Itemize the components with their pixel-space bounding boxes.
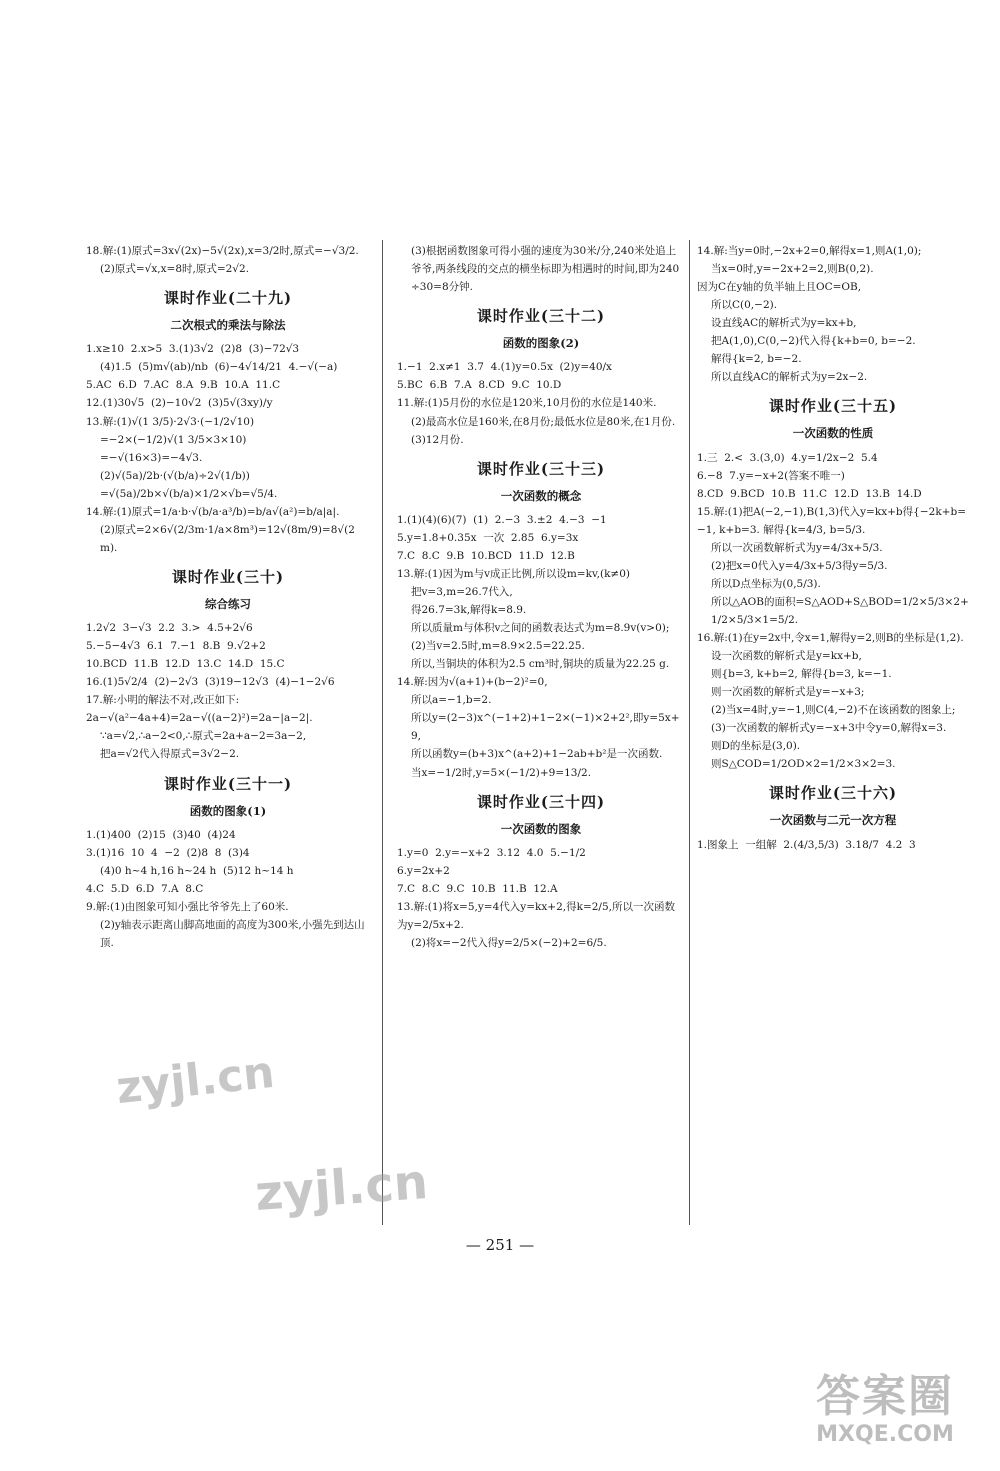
answer-line: 11.解:(1)5月份的水位是120米,10月份的水位是140米.: [397, 397, 657, 410]
answer-line: 5.y=1.8+0.35x 一次 2.85 6.y=3x: [397, 531, 579, 544]
col1-section3-answers: [86, 826, 370, 952]
answer-line: 则S△COD=1/2OD×2=1/2×3×2=3.: [711, 758, 896, 771]
answer-line: 12.(1)30√5 (2)−10√2 (3)5√(3xy)/y: [86, 397, 273, 410]
answer-line: 所以直线AC的解析式为y=2x−2.: [711, 371, 868, 384]
column-3: [697, 242, 969, 854]
answer-line: (4)1.5 (5)m√(ab)/nb (6)−4√14/21 4.−√(−a): [100, 361, 338, 374]
column-divider-right: [689, 240, 690, 1225]
answer-line: 9.解:(1)由图象可知小强比爷爷先上了60米.: [86, 900, 289, 913]
answer-line: 5.−5−4√3 6.1 7.−1 8.B 9.√2+2: [86, 640, 266, 653]
answer-line: (3)根据函数图象可得小强的速度为30米/分,240米处追上爷爷,两条线段的交点的横坐标即为相遇时的时间,即为240÷30=8分钟.: [411, 245, 680, 294]
answer-line: ∵a=√2,∴a−2<0,∴原式=2a+a−2=3a−2,: [100, 730, 307, 743]
answer-line: 所以y=(2−3)x^(−1+2)+1−2×(−1)×2+2²,即y=5x+9,: [411, 712, 680, 743]
answer-line: 1.三 2.< 3.(3,0) 4.y=1/2x−2 5.4: [697, 451, 878, 464]
answer-line: 所以△AOB的面积=S△AOD+S△BOD=1/2×5/3×2+1/2×5/3×1=5/2.: [711, 596, 969, 627]
col2-section1-answers: [397, 358, 685, 448]
answer-line: 10.BCD 11.B 12.D 13.C 14.D 15.C: [86, 658, 285, 671]
col1-section1-answers: [86, 340, 370, 557]
section-title: 课时作业(二十九): [163, 289, 293, 308]
answer-line: 设一次函数的解析式是y=kx+b,: [711, 650, 862, 663]
col3-section1-answers: [697, 449, 969, 774]
answer-line: 5.AC 6.D 7.AC 8.A 9.B 10.A 11.C: [86, 379, 281, 392]
column-2: [397, 242, 685, 952]
answer-line: 1.图象上 一组解 2.(4/3,5/3) 3.18/7 4.2 3: [697, 838, 916, 851]
answer-line: 所以一次函数解析式为y=4/3x+5/3.: [711, 541, 883, 554]
col3-section2-answers: [697, 836, 969, 854]
answer-line: 所以质量m与体积v之间的函数表达式为m=8.9v(v>0);: [411, 622, 670, 635]
answer-line: (3)一次函数的解析式y=−x+3中令y=0,解得x=3.: [711, 722, 947, 735]
answer-line: (2)原式=√x,x=8时,原式=2√2.: [100, 263, 250, 276]
answer-line: 13.解:(1)√(1 3/5)·2√3·(−1/2√10): [86, 415, 255, 428]
section-subtitle: 函数的图象(1): [189, 803, 267, 818]
answer-line: 2a−√(a²−4a+4)=2a−√((a−2)²)=2a−|a−2|.: [86, 712, 313, 725]
answer-line: 14.解:因为√(a+1)+(b−2)²=0,: [397, 676, 548, 689]
section-subtitle: 一次函数的性质: [792, 426, 874, 441]
section-title: 课时作业(三十二): [476, 307, 606, 326]
section-subtitle: 函数的图象(2): [502, 336, 580, 351]
answer-line: (2)最高水位是160米,在8月份;最低水位是80米,在1月份.: [411, 415, 676, 428]
answer-line: 5.BC 6.B 7.A 8.CD 9.C 10.D: [397, 379, 562, 392]
answer-line: 1.−1 2.x≠1 3.7 4.(1)y=0.5x (2)y=40/x: [397, 361, 612, 374]
section-subtitle: 一次函数与二元一次方程: [769, 813, 897, 828]
answer-line: 4.C 5.D 6.D 7.A 8.C: [86, 882, 204, 895]
answer-line: 16.解:(1)在y=2x中,令x=1,解得y=2,则B的坐标是(1,2).: [697, 632, 964, 645]
section-title: 课时作业(三十一): [163, 774, 293, 793]
answer-line: 16.(1)5√2/4 (2)−2√3 (3)19−12√3 (4)−1−2√6: [86, 676, 335, 689]
answer-line: 13.解:(1)因为m与v成正比例,所以设m=kv,(k≠0): [397, 568, 631, 581]
answer-line: 所以函数y=(b+3)x^(a+2)+1−2ab+b²是一次函数.: [411, 748, 663, 761]
answer-line: 13.解:(1)将x=5,y=4代入y=kx+2,得k=2/5,所以一次函数为y=2/5x+2.: [397, 900, 675, 932]
answer-line: 把a=√2代入得原式=3√2−2.: [100, 748, 240, 761]
answer-line: 解得{k=2, b=−2.: [711, 353, 802, 366]
answer-line: 15.解:(1)把A(−2,−1),B(1,3)代入y=kx+b得{−2k+b=−1, k+b=3. 解得{k=4/3, b=5/3.: [697, 505, 966, 536]
answer-line: (2)把x=0代入y=4/3x+5/3得y=5/3.: [711, 559, 888, 572]
answer-line: 得26.7=3k,解得k=8.9.: [411, 604, 527, 617]
section-subtitle: 一次函数的概念: [500, 488, 582, 503]
answer-line: 设直线AC的解析式为y=kx+b,: [711, 317, 857, 330]
answer-line: 8.CD 9.BCD 10.B 11.C 12.D 13.B 14.D: [697, 487, 922, 500]
col2-pre: [397, 242, 685, 296]
answer-line: 当x=0时,y=−2x+2=2,则B(0,2).: [711, 263, 874, 276]
column-divider-left: [382, 240, 383, 1225]
answer-line: 1.(1)400 (2)15 (3)40 (4)24: [86, 828, 236, 841]
answer-line: (3)12月份.: [411, 433, 464, 446]
answer-line: 把v=3,m=26.7代入,: [411, 586, 513, 599]
answer-line: 18.解:(1)原式=3x√(2x)−5√(2x),x=3/2时,原式=−√3/2.: [86, 245, 359, 257]
col1-pre: [86, 242, 370, 278]
section-title: 课时作业(三十五): [768, 397, 898, 416]
answer-line: 17.解:小明的解法不对,改正如下:: [86, 694, 240, 707]
answer-line: 3.(1)16 10 4 −2 (2)8 8 (3)4: [86, 846, 250, 859]
answer-line: 6.−8 7.y=−x+2(答案不唯一): [697, 469, 845, 482]
answer-line: (4)0 h~4 h,16 h~24 h (5)12 h~14 h: [100, 864, 294, 877]
answer-line: 把A(1,0),C(0,−2)代入得{k+b=0, b=−2.: [711, 335, 916, 348]
answer-line: 则D的坐标是(3,0).: [711, 740, 801, 753]
answer-line: 所以,当铜块的体积为2.5 cm³时,铜块的质量为22.25 g.: [411, 658, 670, 671]
answer-line: (2)y轴表示距离山脚高地面的高度为300米,小强先到达山顶.: [100, 919, 365, 950]
section-title: 课时作业(三十四): [476, 792, 606, 811]
answer-line: (2)√(5a)/2b·(√(b/a)÷2√(1/b)): [100, 469, 250, 482]
answer-line: (2)当x=4时,y=−1,则C(4,−2)不在该函数的图象上;: [711, 704, 956, 717]
logo-text: 答案圈: [816, 1371, 954, 1422]
answer-line: 因为C在y轴的负半轴上且OC=OB,: [697, 281, 862, 294]
answer-line: 所以C(0,−2).: [711, 299, 778, 312]
answer-line: =−2×(−1/2)√(1 3/5×3×10): [100, 433, 247, 446]
answer-line: 1.(1)(4)(6)(7) (1) 2.−3 3.±2 4.−3 −1: [397, 513, 607, 526]
answer-line: (2)当v=2.5时,m=8.9×2.5=22.25.: [411, 640, 585, 653]
answer-line: 当x=−1/2时,y=5×(−1/2)+9=13/2.: [411, 766, 592, 779]
section-title: 课时作业(三十六): [768, 784, 898, 803]
col2-section3-answers: [397, 844, 685, 952]
answer-line: 7.C 8.C 9.C 10.B 11.B 12.A: [397, 882, 558, 895]
section-title: 课时作业(三十三): [476, 459, 606, 478]
col3-pre: [697, 242, 969, 386]
answer-line: 则{b=3, k+b=2, 解得{b=3, k=−1.: [711, 668, 892, 681]
answer-line: 14.解:(1)原式=1/a·b·√(b/a·a³/b)=b/a√(a²)=b/a|a|.: [86, 505, 340, 518]
answer-line: 1.2√2 3−√3 2.2 3.> 4.5+2√6: [86, 622, 253, 635]
watermark-text: zyjl.cn: [113, 1046, 277, 1115]
answer-line: 所以a=−1,b=2.: [411, 694, 492, 707]
answer-line: =√(5a)/2b×√(b/a)×1/2×√b=√5/4.: [100, 487, 278, 500]
answer-line: (2)将x=−2代入得y=2/5×(−2)+2=6/5.: [411, 937, 607, 950]
answer-line: 1.y=0 2.y=−x+2 3.12 4.0 5.−1/2: [397, 846, 586, 859]
column-1: [86, 242, 370, 952]
answer-line: =−√(16×3)=−4√3.: [100, 451, 203, 464]
watermark-text: zyjl.cn: [253, 1154, 430, 1222]
logo-url: MXQE.COM: [816, 1422, 954, 1447]
col2-section2-answers: [397, 511, 685, 782]
answer-line: 14.解:当y=0时,−2x+2=0,解得x=1,则A(1,0);: [697, 245, 922, 257]
answer-line: 1.x≥10 2.x>5 3.(1)3√2 (2)8 (3)−72√3: [86, 343, 300, 356]
answer-line: (2)原式=2×6√(2/3m·1/a×8m³)=12√(8m/9)=8√(2m).: [100, 523, 355, 554]
answer-line: 所以D点坐标为(0,5/3).: [711, 577, 821, 590]
answer-line: 则一次函数的解析式是y=−x+3;: [711, 686, 865, 699]
section-subtitle: 二次根式的乘法与除法: [170, 318, 286, 333]
page-number: — 251 —: [465, 1236, 535, 1254]
answer-line: 7.C 8.C 9.B 10.BCD 11.D 12.B: [397, 549, 575, 562]
section-subtitle: 综合练习: [205, 596, 251, 611]
answer-line: 6.y=2x+2: [397, 864, 450, 877]
section-subtitle: 一次函数的图象: [500, 821, 582, 836]
section-title: 课时作业(三十): [171, 567, 285, 586]
col1-section2-answers: [86, 619, 370, 763]
site-logo: [800, 1360, 970, 1455]
